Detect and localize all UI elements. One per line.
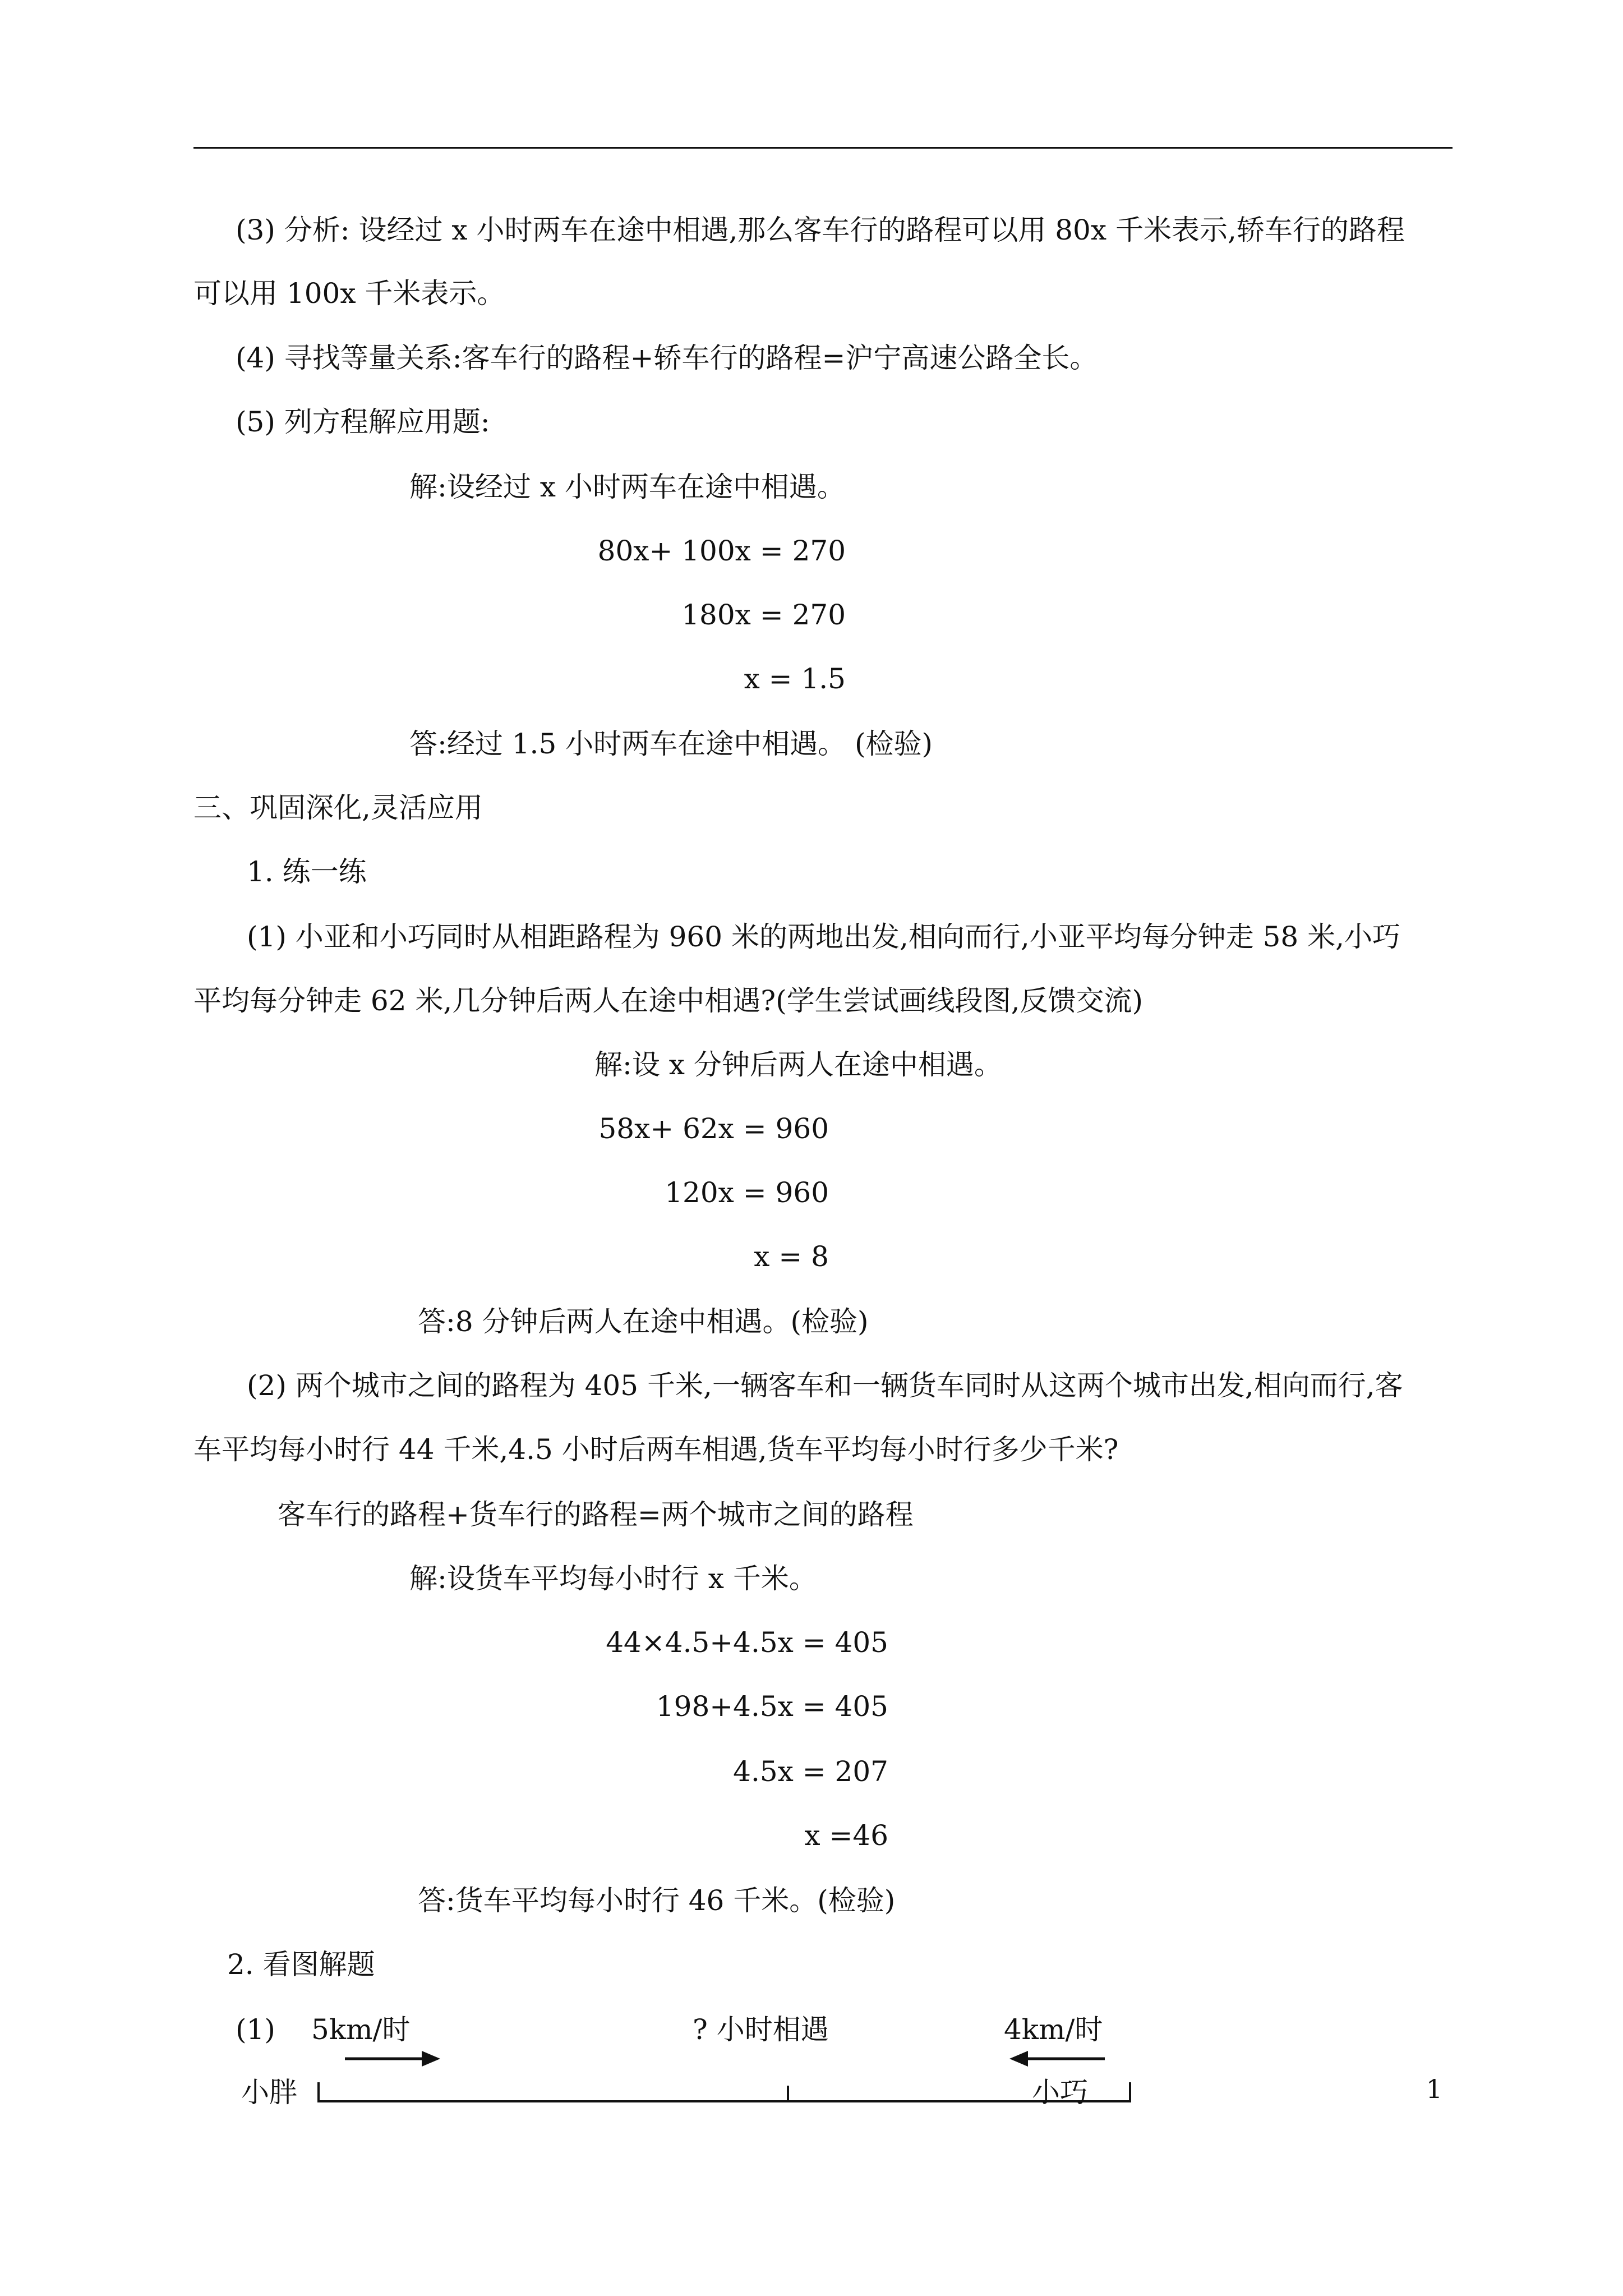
para-4: (4) 寻找等量关系:客车行的路程+轿车行的路程=沪宁高速公路全长。 — [236, 342, 1098, 374]
page-number: 1 — [1426, 2074, 1442, 2104]
question-1-line-1: (1) 小亚和小巧同时从相距路程为 960 米的两地出发,相向而行,小亚平均每分钟走 58 米,小巧 — [247, 921, 1401, 953]
left-person-label: 小胖 — [241, 2076, 297, 2109]
answer-3: 答:货车平均每小时行 46 千米。(检验) — [418, 1884, 896, 1917]
equation-3c: 4.5x = 207 — [733, 1755, 888, 1788]
answer-1: 答:经过 1.5 小时两车在途中相遇。 (检验) — [409, 728, 933, 760]
para-3-line-1: (3) 分析: 设经过 x 小时两车在途中相遇,那么客车行的路程可以用 80x 千米表示,轿车行的路程 — [236, 214, 1405, 246]
solution-3-intro: 解:设货车平均每小时行 x 千米。 — [409, 1562, 817, 1595]
distance-segment — [319, 2082, 1130, 2102]
answer-2: 答:8 分钟后两人在途中相遇。(检验) — [418, 1305, 869, 1338]
left-speed-label: 5km/时 — [311, 2013, 411, 2046]
meeting-time-label: ? 小时相遇 — [693, 2013, 829, 2046]
equation-2c: x = 8 — [754, 1240, 829, 1273]
exercise-2-heading: 2. 看图解题 — [227, 1948, 375, 1981]
equation-3d: x =46 — [804, 1819, 888, 1852]
question-2-line-2: 车平均每小时行 44 千米,4.5 小时后两车相遇,货车平均每小时行多少千米? — [193, 1433, 1119, 1466]
equation-1a: 80x+ 100x = 270 — [597, 535, 846, 567]
para-3-line-2: 可以用 100x 千米表示。 — [193, 277, 505, 310]
exercise-1-heading: 1. 练一练 — [247, 855, 367, 888]
question-2-line-1: (2) 两个城市之间的路程为 405 千米,一辆客车和一辆货车同时从这两个城市出发,相向而行,客 — [247, 1369, 1403, 1402]
question-1-line-2: 平均每分钟走 62 米,几分钟后两人在途中相遇?(学生尝试画线段图,反馈交流) — [193, 984, 1144, 1017]
right-person-label: 小巧 — [1032, 2076, 1088, 2109]
equation-2b: 120x = 960 — [665, 1176, 829, 1209]
left-arrow — [1009, 2051, 1105, 2067]
equation-1b: 180x = 270 — [681, 599, 846, 631]
equation-2a: 58x+ 62x = 960 — [598, 1112, 829, 1145]
para-5: (5) 列方程解应用题: — [236, 406, 490, 438]
section-3-heading: 三、巩固深化,灵活应用 — [193, 792, 483, 824]
solution-1-intro: 解:设经过 x 小时两车在途中相遇。 — [409, 471, 845, 503]
equation-1c: x = 1.5 — [744, 662, 846, 695]
equation-3a: 44×4.5+4.5x = 405 — [606, 1626, 888, 1659]
diagram-number: (1) — [236, 2013, 275, 2046]
right-arrow — [345, 2051, 440, 2067]
right-speed-label: 4km/时 — [1004, 2013, 1103, 2046]
solution-2-intro: 解:设 x 分钟后两人在途中相遇。 — [594, 1048, 1002, 1081]
equation-3b: 198+4.5x = 405 — [656, 1690, 888, 1723]
relation-2: 客车行的路程+货车行的路程=两个城市之间的路程 — [278, 1498, 914, 1531]
